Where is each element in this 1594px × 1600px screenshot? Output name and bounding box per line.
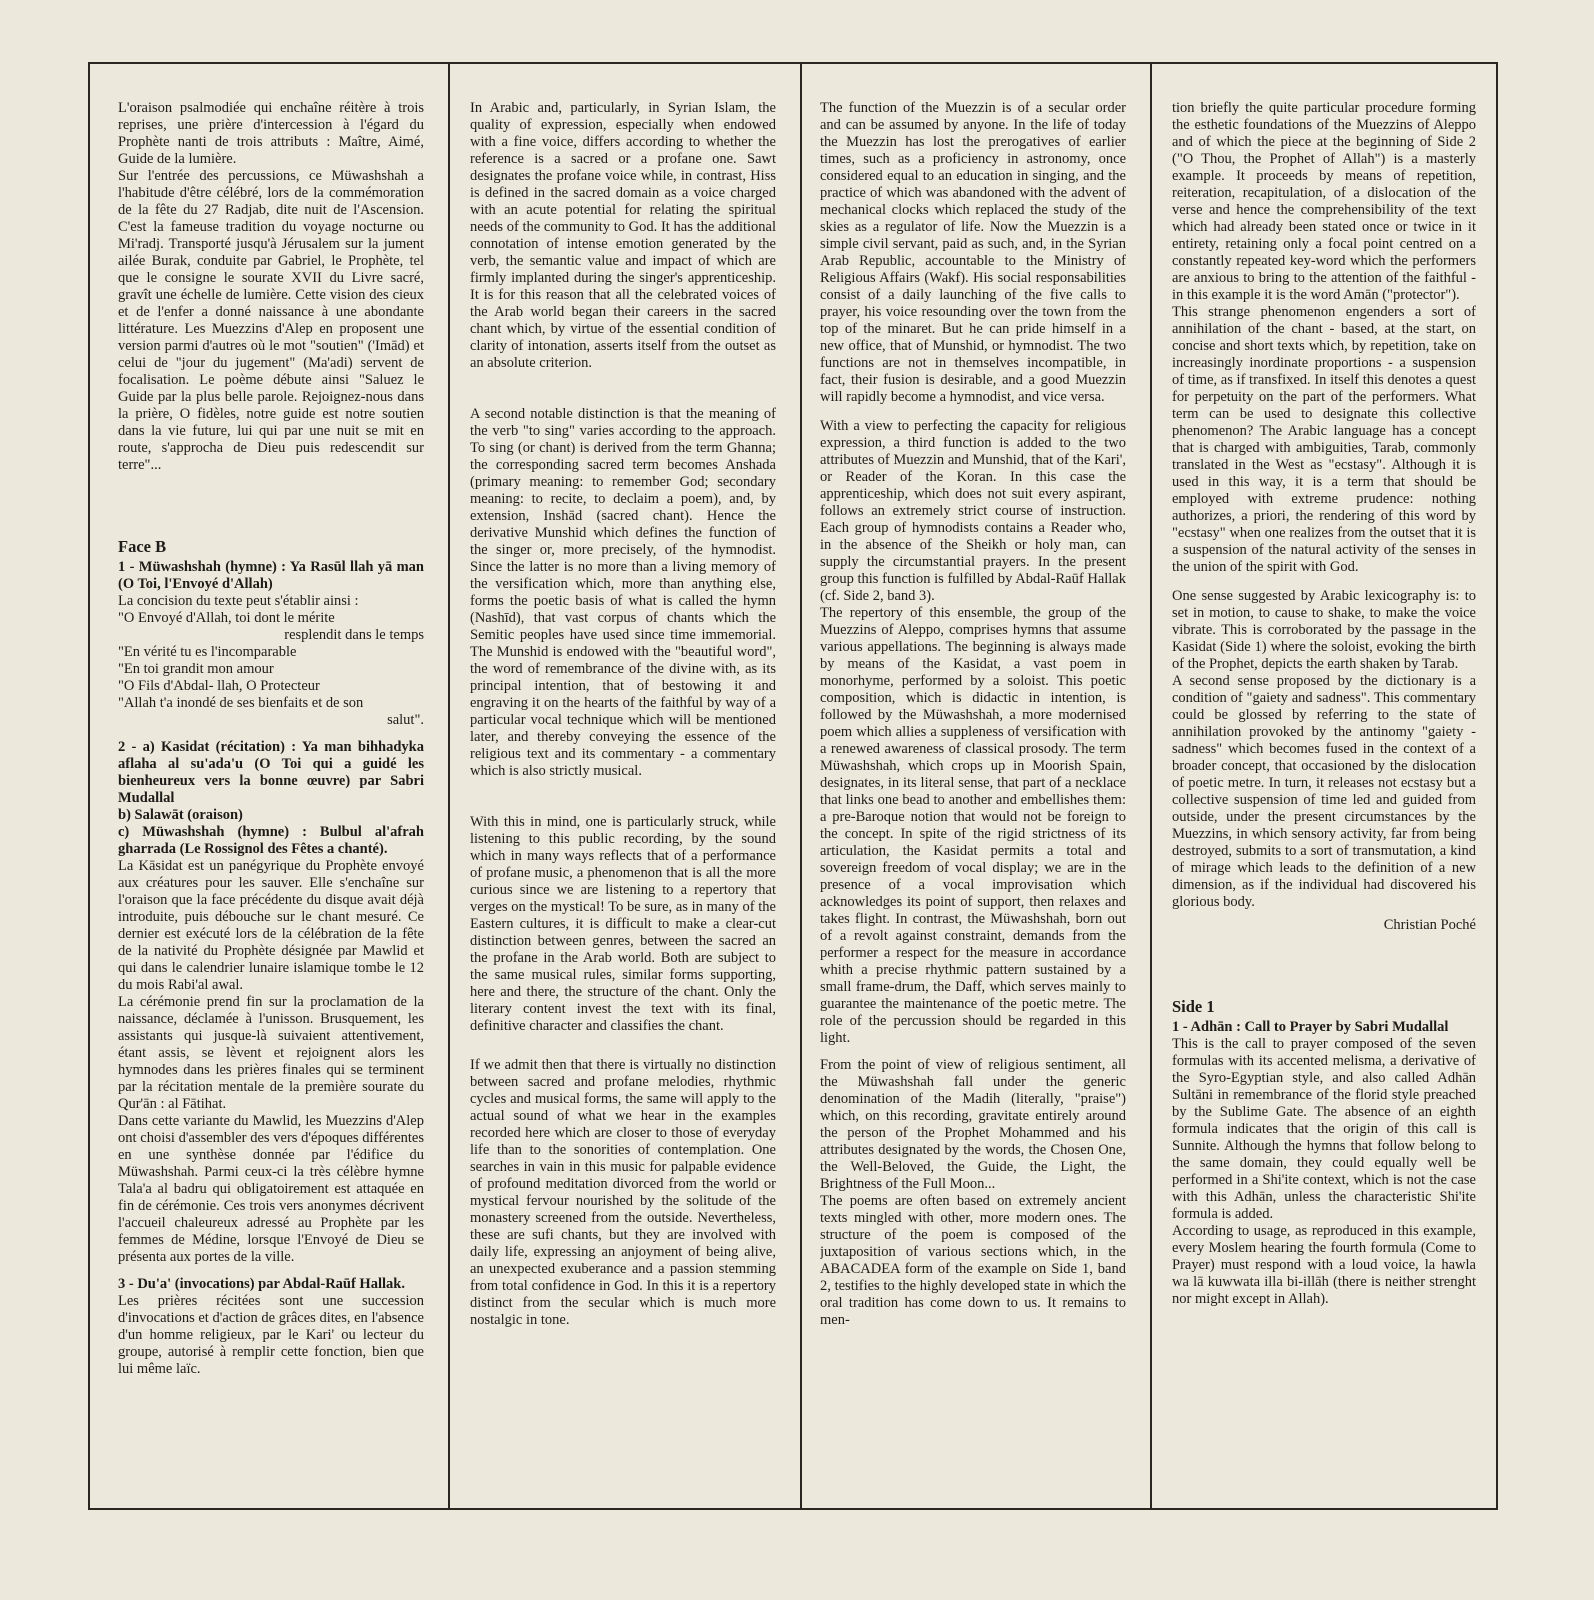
paragraph: The poems are often based on extremely ancient texts mingled with other, more modern ones. The structure of the poem is composed of the juxtaposition of various sections which, in the ABACADEA form of the example on Side 1, band 2, testifies to the highly developed state in which the oral tradition has come down to us. It remains to men-: [820, 1193, 1126, 1328]
paragraph: With this in mind, one is particularly struck, while listening to this public recording, by the sound which in many ways reflects that of a performance of profane music, a phenomenon that is all the more curious since we are listening to a repertory that verges on the mystical! To be sure, as in many of the Eastern cultures, it is difficult to make a clear-cut distinction between genres, between the sacred an the profane in the Arab world. Both are subject to the same musical rules, similar forms supporting, here and there, the structure of the chant. Only the literary content invest the text with its final, definitive character and classifies the chant.: [470, 814, 776, 1034]
track-title: 3 - Du'a' (invocations) par Abdal-Raūf Hallak.: [118, 1276, 405, 1292]
paragraph: A second notable distinction is that the meaning of the verb "to sing" varies according to the approach. To sing (or chant) is derived from the term Ghanna; the corresponding sacred term becomes Anshada (primary meaning: to remember God; secondary meaning: to recite, to declaim a poem), and, by extension, Inshād (sacred chant). Hence the derivative Munshid which defines the function of the singer or, more precisely, of the hymnodist. Since the latter is no more than a living memory of the versification which, more than anything else, forms the poetic basis of what is called the hymn (Nashīd), that vast corpus of chants which the Semitic peoples have used since time immemorial. The Munshid is endowed with the "beautiful word", the word of remembrance of the divine with, as its principal intention, that of bestowing it and engraving it on the hearts of the faithful by way of a particular vocal technique which will be mentioned later, and thereby conveying the essence of the religious text and its commentary - a commentary which is also strictly musical.: [470, 406, 776, 779]
paragraph: This strange phenomenon engenders a sort of annihilation of the chant - based, at the start, on concise and short texts which, by repetition, take on increasingly inordinate proportions - a suspension of time, as if transfixed. In itself this denotes a quest for perpetuity on the part of the performers. What term can be used to designate this collective phenomenon? The Arabic language has a concept that is charged with ambiguities, Tarab, commonly translated in the West as "ecstasy". Although it is used in this way, it is a term that should be employed with extreme prudence: nothing authorizes, a priori, the rendering of this word by "ecstasy" when one realizes from the outset that it is a suspension of the natural activity of the senses in the union of the spirit with God.: [1172, 304, 1476, 575]
column-2: [470, 100, 776, 1341]
paragraph: In Arabic and, particularly, in Syrian Islam, the quality of expression, especially when endowed with a fine voice, differs according to whether the reference is a sacred or a profane one. Sawt designates the profane voice while, in contrast, Hiss is defined in the sacred domain as a voice charged with an acute potential for relating the spiritual needs of the community to God. It has the additional connotation of intense emotion generated by the verb, the semantic value and impact of which are firmly implanted during the singer's apprenticeship. It is for this reason that all the celebrated voices of the Arab world began their careers in the sacred chant which, by virtue of the essential condition of clarity of intonation, asserts itself from the outset as an absolute criterion.: [470, 100, 776, 371]
track-title: b) Salawāt (oraison): [118, 807, 243, 823]
paragraph: tion briefly the quite particular procedure forming the esthetic foundations of the Muezzins of Aleppo and of which the piece at the beginning of Side 2 ("O Thou, the Prophet of Allah") is a masterly example. It proceeds by means of repetition, reiteration, recapitulation, of a dislocation of the verse and hence the comprehensibility of the text which had already been stated once or twice in it entirety, retaining only a focal point centred on a constantly repeated key-word which the performers are anxious to bring to the attention of the faithful - in this example it is the word Amān ("protector").: [1172, 100, 1476, 303]
paragraph: La Kāsidat est un panégyrique du Prophète envoyé aux créatures pour les sauver. Elle s'enchaîne sur l'oraison que la face précédente du disque avait déjà introduite, puis débouche sur le chant mesuré. Ce dernier est exécuté lors de la célébration de la fête de la nativité du Prophète désignée par Mawlid et qui dans le calendrier lunaire islamique tombe le 12 du mois Rabi'al awal.: [118, 858, 424, 993]
track-title: 1 - Adhān : Call to Prayer by Sabri Mudallal: [1172, 1019, 1449, 1035]
column-divider: [800, 64, 802, 1508]
paragraph: According to usage, as reproduced in this example, every Moslem hearing the fourth formula (Come to Prayer) must respond with a loud voice, la hawla wa lā kuwwata illa bi-illāh (there is neither strenght nor might except in Allah).: [1172, 1223, 1476, 1307]
column-divider: [1150, 64, 1152, 1508]
paragraph: From the point of view of religious sentiment, all the Müwashshah fall under the generic denomination of the Madih (literally, "praise") which, on this recording, gravitate entirely around the person of the Prophet Mohammed and his attributes designated by the words, the Chosen One, the Well-Beloved, the Guide, the Light, the Brightness of the Full Moon...: [820, 1057, 1126, 1192]
quote-line: "En vérité tu es l'incomparable: [118, 644, 297, 660]
paragraph: Sur l'entrée des percussions, ce Müwashshah a l'habitude d'être célébré, lors de la commémoration de la fête du 27 Radjab, dite nuit de l'Ascension. C'est la fameuse tradition du voyage nocturne ou Mi'radj. Transporté jusqu'à Jérusalem sur la jument ailée Burak, conduite par Gabriel, le Prophète, tel que le consigne le sourate XVII du Livre sacré, gravît une échelle de lumière. Cette vision des cieux et de l'enfer a donné naissance à une abondante littérature. Les Muezzins d'Alep en proposent une version parmi d'autres où le mot "soutien" ('Imād) et celui de "jour du jugement" (Ma'adi) servent de focalisation. Le poème débute ainsi "Saluez le Guide par la plus belle parole. Rejoignez-nous dans la prière, O fidèles, notre guide est notre soutien dans la vie future, lui qui par une nuit se mit en route, s'approcha de Dieu puis redescendit sur terre"...: [118, 168, 424, 473]
paragraph: This is the call to prayer composed of the seven formulas with its accented melisma, a derivative of the Syro-Egyptian style, and also called Adhān Sultāni in remembrance of the florid style preached by the Sublime Gate. The absence of an eighth formula indicates that the origin of this call is Sunnite. Although the hymns that follow belong to the same domain, they could equally well be performed in a Shi'ite context, which is not the case with this Adhān, unless the characteristic Shi'ite formula is added.: [1172, 1036, 1476, 1222]
text-frame: [88, 62, 1498, 1510]
face-heading: Face B: [118, 537, 167, 556]
track-title: 2 - a) Kasidat (récitation) : Ya man bihhadyka aflaha al su'ada'u (O Toi qui a guidé les bienheureux vers la bonne œuvre) par Sabri Mudallal: [118, 739, 424, 806]
quote-line: "En toi grandit mon amour: [118, 661, 274, 677]
quote-line: resplendit dans le temps: [284, 627, 424, 643]
paragraph: La concision du texte peut s'établir ainsi :: [118, 593, 359, 609]
track-title: 1 - Müwashshah (hymne) : Ya Rasūl llah yā man (O Toi, l'Envoyé d'Allah): [118, 559, 424, 592]
column-divider: [448, 64, 450, 1508]
paragraph: Dans cette variante du Mawlid, les Muezzins d'Alep ont choisi d'assembler des vers d'époques différentes en une synthèse donnée par l'édifice du Müwashshah. Parmi ceux-ci la très célèbre hymne Tala'a al badru qui obligatoirement est attaquée en fin de cérémonie. Ces trois vers anonymes décrivent l'accueil chaleureux adressé au Prophète par les femmes de Médine, lorsque l'Envoyé de Dieu se présenta aux portes de la ville.: [118, 1113, 424, 1265]
quote-line: "O Envoyé d'Allah, toi dont le mérite: [118, 610, 335, 626]
paragraph: With a view to perfecting the capacity for religious expression, a third function is added to the two attributes of Muezzin and Munshid, that of the Kari', or Reader of the Koran. In this case the apprenticeship, which does not suit every aspirant, follows an extremely strict course of instruction. Each group of hymnodists contains a Reader who, in the absence of the Sheikh or holy man, can supply the circumstantial prayers. In the present group this function is fulfilled by Abdal-Raūf Hallak (cf. Side 2, band 3).: [820, 418, 1126, 604]
paragraph: La cérémonie prend fin sur la proclamation de la naissance, déclamée à l'unisson. Brusquement, les assistants qui jusque-là suivaient attentivement, étant assis, se lèvent et rejoignent alors les hymnodes dans les prières finales qui se terminent par la récitation mentale de la première sourate du Qur'ān : al Fātihat.: [118, 994, 424, 1112]
track-title: c) Müwashshah (hymne) : Bulbul al'afrah gharrada (Le Rossignol des Fêtes a chanté).: [118, 824, 424, 857]
column-4: [1172, 100, 1476, 1320]
quote-line: "Allah t'a inondé de ses bienfaits et de son: [118, 695, 364, 711]
paragraph: If we admit then that there is virtually no distinction between sacred and profane melodies, rhythmic cycles and musical forms, the same will apply to the actual sound of what we hear in the examples recorded here which are closer to those of everyday life than to the sonorities of contemplation. One searches in vain in this music for palpable evidence of profound meditation divorced from the world or mystical fervour nourished by the solitude of the monastery screened from the outside. Nevertheless, these are sufi chants, but they are involved with daily life, expressing an anjoyment of being alive, an unexpected exuberance and a passion stemming from total confidence in God. In this it is a repertory distinct from the secular which is much more nostalgic in tone.: [470, 1057, 776, 1328]
column-3: [820, 100, 1126, 1341]
quote-line: "O Fils d'Abdal- llah, O Protecteur: [118, 678, 320, 694]
paragraph: The repertory of this ensemble, the group of the Muezzins of Aleppo, comprises hymns that assume various appellations. The beginning is always made by means of the Kasidat, a vast poem in monorhyme, performed by a soloist. This poetic composition, which is didactic in intention, is followed by the Müwashshah, a more modernised poem which allies a suppleness of versification with a renewed awareness of classical prosody. The term Müwashshah, which crops up in Moorish Spain, designates, in its literal sense, that part of a necklace that links one bead to another and embellishes them: a pre-Baroque notion that would not be foreign to the concept. In spite of the rigid strictness of its articulation, the Kasidat permits a total and sovereign freedom of vocal display; we are in the presence of a vocal improvisation which acknowledges its point of support, then relaxes and takes flight. In contrast, the Müwashshah, born out of a revolt against constraint, demands from the performer a respect for the measure in accordance whith a precise rhythmic pattern sustained by a small frame-drum, the Daff, which serves mainly to guarantee the maintenance of the poetic metre. The role of the percussion should be regarded in this light.: [820, 605, 1126, 1046]
side-heading: Side 1: [1172, 997, 1215, 1016]
paragraph: The function of the Muezzin is of a secular order and can be assumed by anyone. In the life of today the Muezzin has lost the prerogatives of earlier times, such as a proficiency in astronomy, once considered equal to an education in singing, and the practice of which was abandoned with the advent of mechanical clocks which replaced the study of the skies as a regulator of life. Now the Muezzin is a simple civil servant, paid as such, and, in the Syrian Arab Republic, accountable to the Ministry of Religious Affairs (Wakf). His social responsabilities consist of a daily launching of the five calls to prayer, his voice resounding over the town from the top of the minaret. But he can pride himself in a new office, that of Munshid, or hymnodist. The two functions are not in themselves incompatible, in fact, their fusion is desirable, and a good Muezzin will rapidly become a hymnodist, and vice versa.: [820, 100, 1126, 405]
paragraph: One sense suggested by Arabic lexicography is: to set in motion, to cause to shake, to make the voice vibrate. This is corroborated by the passage in the Kasidat (Side 1) where the soloist, evoking the birth of the Prophet, depicts the earth shaken by Tarab.: [1172, 588, 1476, 672]
paragraph: L'oraison psalmodiée qui enchaîne réitère à trois reprises, une prière d'intercession à l'égard du Prophète nanti de trois attributs : Maître, Aimé, Guide de la lumière.: [118, 100, 424, 167]
column-1: [118, 100, 424, 1390]
author-signature: Christian Poché: [1383, 917, 1476, 933]
quote-line: salut".: [387, 712, 424, 728]
paragraph: Les prières récitées sont une succession d'invocations et d'action de grâces dites, en l'absence d'un homme religieux, par le Kari' ou lecteur du groupe, autorisé à remplir cette fonction, bien que lui même laïc.: [118, 1293, 424, 1377]
paragraph: A second sense proposed by the dictionary is a condition of "gaiety and sadness". This commentary could be glossed by referring to the state of annihilation provoked by the antinomy "gaiety - sadness" which becomes fused in the context of a broader concept, that occasioned by the dislocation of poetic metre. In turn, it releases not ecstasy but a collective suspension of time led and guided from outside, under the present circumstances by the Muezzins, in which sensory activity, far from being destroyed, submits to a sort of transmutation, a kind of mirage which leads to the definition of a new dimension, as if the individual had discovered his glorious body.: [1172, 673, 1476, 910]
